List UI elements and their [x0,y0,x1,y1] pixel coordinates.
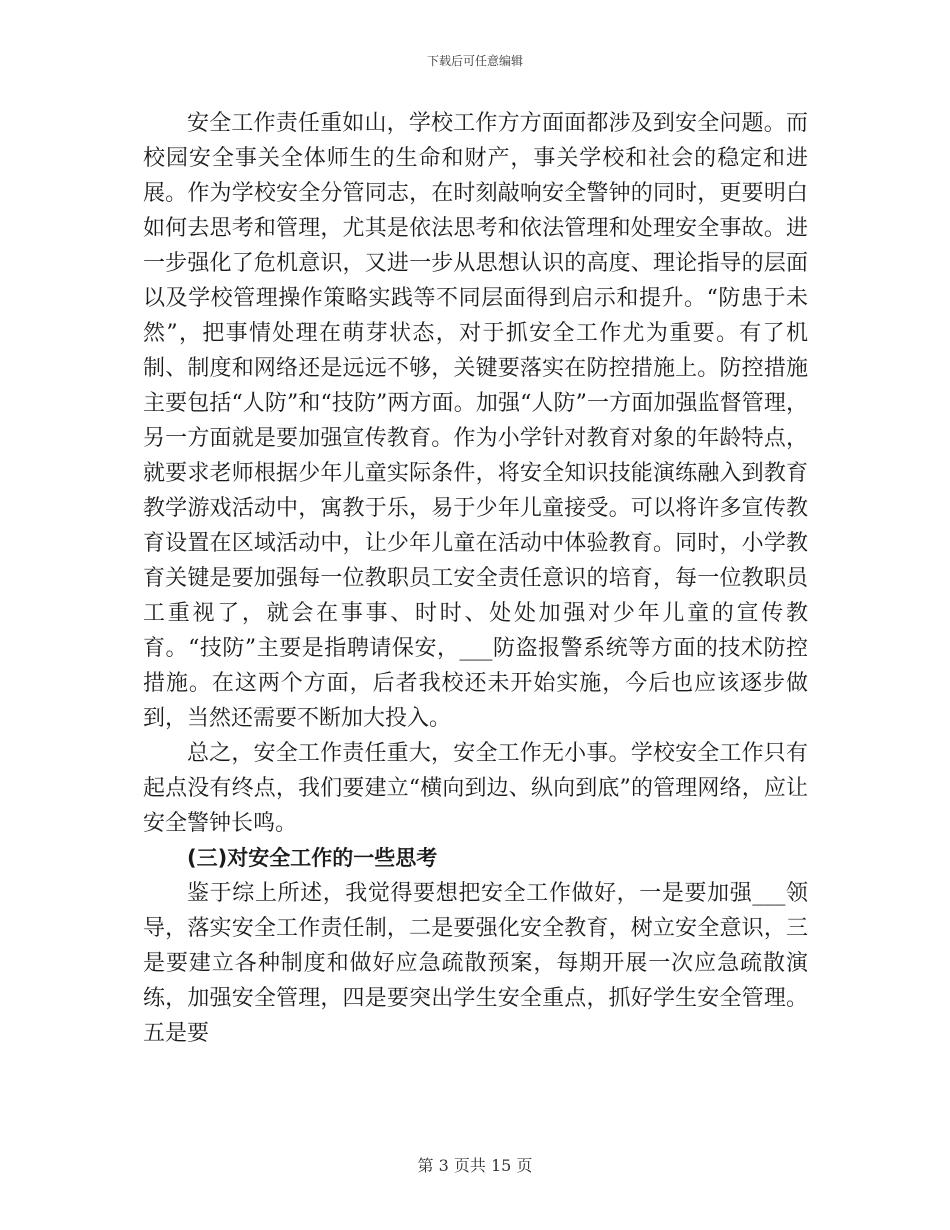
section-heading: (三)对安全工作的一些思考 [187,846,438,870]
page-header: 下载后可任意编辑 [426,54,523,68]
body-paragraph-2: 总之，安全工作责任重大，安全工作无小事。学校安全工作只有起点没有终点，我们要建立“横向到边、纵向到底”的管理网络，应让安全警钟长鸣。 [143,741,808,836]
body-paragraph-3: 鉴于综上所述，我觉得要想把安全工作做好，一是要加强___领导，落实安全工作责任制，二是要强化安全教育，树立安全意识，三是要建立各种制度和做好应急疏散预案，每期开展一次应急疏散演练，加强安全管理，四是要突出学生安全重点，抓好学生安全管理。五是要 [143,881,808,1046]
document-body [143,106,808,1051]
page-number: 第 3 页共 15 页 [417,1156,533,1175]
body-paragraph-1: 安全工作责任重如山，学校工作方方面面都涉及到安全问题。而校园安全事关全体师生的生命和财产，事关学校和社会的稳定和进展。作为学校安全分管同志，在时刻敲响安全警钟的同时，更要明白如何去思考和管理，尤其是依法思考和依法管理和处理安全事故。进一步强化了危机意识，又进一步从思想认识的高度、理论指导的层面以及学校管理操作策略实践等不同层面得到启示和提升。“防患于未然”，把事情处理在萌芽状态，对于抓安全工作尤为重要。有了机制、制度和网络还是远远不够，关键要落实在防控措施上。防控措施主要包括“人防”和“技防”两方面。加强“人防”一方面加强监督管理，另一方面就是要加强宣传教育。作为小学针对教育对象的年龄特点，就要求老师根据少年儿童实际条件，将安全知识技能演练融入到教育教学游戏活动中，寓教于乐，易于少年儿童接受。可以将许多宣传教育设置在区域活动中，让少年儿童在活动中体验教育。同时，小学教育关键是要加强每一位教职员工安全责任意识的培育，每一位教职员工重视了，就会在事事、时时、处处加强对少年儿童的宣传教育。“技防”主要是指聘请保安，___防盗报警系统等方面的技术防控措施。在这两个方面，后者我校还未开始实施，今后也应该逐步做到，当然还需要不断加大投入。 [143,111,808,731]
